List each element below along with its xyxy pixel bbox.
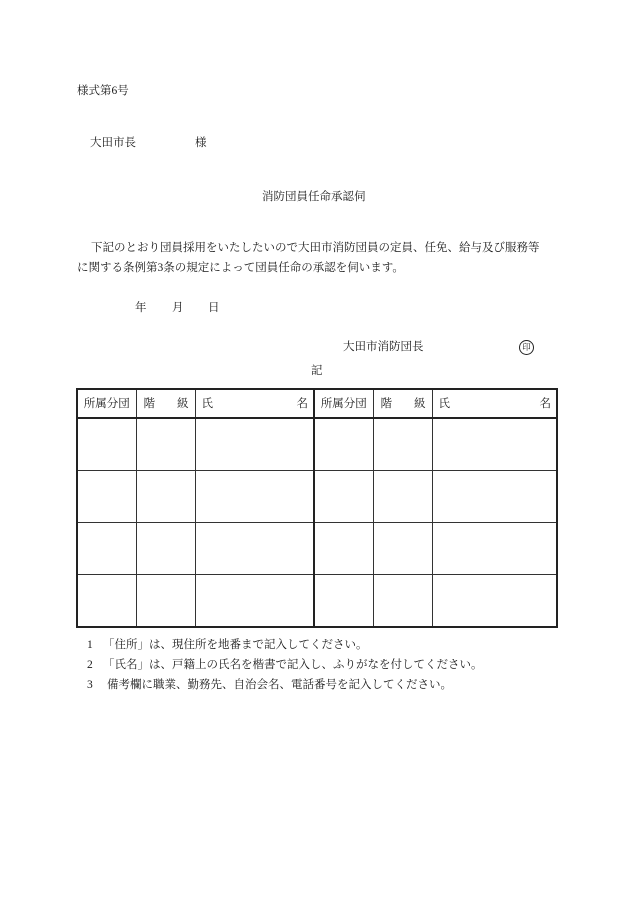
branch-cell xyxy=(314,471,373,523)
rank-cell xyxy=(136,471,195,523)
rank-cell xyxy=(373,575,432,628)
header-rank-right-char-1: 階 xyxy=(380,397,392,410)
header-name-right-char-1: 氏 xyxy=(438,397,450,410)
table-row xyxy=(77,418,557,471)
header-name-right-char-2: 名 xyxy=(539,397,551,410)
addressee-name: 大田市長 xyxy=(90,137,136,149)
name-cell xyxy=(432,575,557,628)
note-number: 1 xyxy=(87,639,93,651)
note-text: 「住所」は、現住所を地番まで記入してください。 xyxy=(103,639,368,651)
name-cell xyxy=(195,471,314,523)
branch-cell xyxy=(77,471,136,523)
name-cell xyxy=(195,575,314,628)
member-roster-table xyxy=(76,388,558,628)
table-row xyxy=(77,471,557,523)
name-cell xyxy=(432,471,557,523)
addressee-honorific: 様 xyxy=(195,137,207,149)
header-rank-right-char-2: 級 xyxy=(414,397,426,410)
header-rank-left xyxy=(136,389,195,418)
header-name-left-char-2: 名 xyxy=(296,397,308,410)
note-text: 備考欄に職業、勤務先、自治会名、電話番号を記入してください。 xyxy=(107,679,452,691)
branch-cell xyxy=(314,575,373,628)
header-name-right xyxy=(432,389,557,418)
body-line-1: 下記のとおり団員採用をいたしたいので大田市消防団員の定員、任免、給与及び服務等 xyxy=(91,242,540,254)
name-cell xyxy=(195,523,314,575)
table-header-row xyxy=(77,389,557,418)
note-text: 「氏名」は、戸籍上の氏名を楷書で記入し、ふりがなを付してください。 xyxy=(103,659,483,671)
name-cell xyxy=(195,418,314,471)
date-day: 日 xyxy=(208,302,220,314)
header-rank-left-char-2: 級 xyxy=(177,397,189,410)
rank-cell xyxy=(373,418,432,471)
document-title: 消防団員任命承認伺 xyxy=(262,191,366,203)
name-cell xyxy=(432,523,557,575)
branch-cell xyxy=(314,523,373,575)
branch-cell xyxy=(77,418,136,471)
rank-cell xyxy=(373,523,432,575)
rank-cell xyxy=(136,575,195,628)
seal-mark: 印 xyxy=(519,340,534,355)
table-row xyxy=(77,523,557,575)
name-cell xyxy=(432,418,557,471)
note-number: 2 xyxy=(87,659,93,671)
sender-title: 大田市消防団長 xyxy=(343,341,424,353)
header-branch-right: 所属分団 xyxy=(314,389,373,418)
date-year: 年 xyxy=(135,302,147,314)
branch-cell xyxy=(77,575,136,628)
body-line-2: に関する条例第3条の規定によって団員任命の承認を伺います。 xyxy=(77,262,404,274)
ki-label: 記 xyxy=(311,365,323,377)
header-rank-right xyxy=(373,389,432,418)
header-branch-left: 所属分団 xyxy=(77,389,136,418)
header-name-left xyxy=(195,389,314,418)
header-rank-left-char-1: 階 xyxy=(143,397,155,410)
header-name-left-char-1: 氏 xyxy=(201,397,213,410)
rank-cell xyxy=(136,523,195,575)
date-month: 月 xyxy=(172,302,184,314)
table-row xyxy=(77,575,557,628)
rank-cell xyxy=(136,418,195,471)
form-number: 様式第6号 xyxy=(77,85,129,97)
branch-cell xyxy=(314,418,373,471)
rank-cell xyxy=(373,471,432,523)
branch-cell xyxy=(77,523,136,575)
note-number: 3 xyxy=(87,679,93,691)
